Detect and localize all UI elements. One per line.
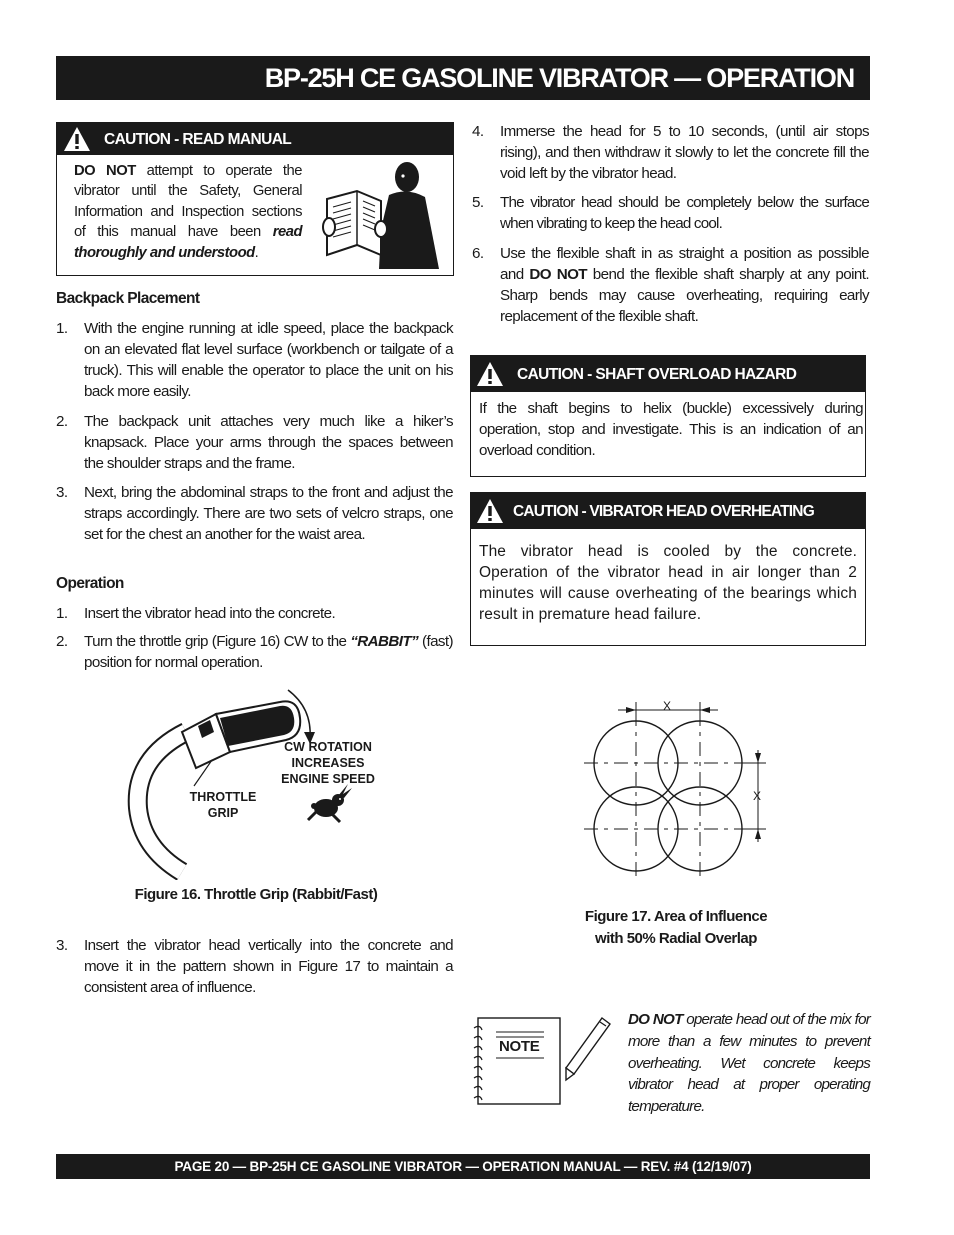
caution-read-manual-box — [56, 122, 454, 276]
throttle-grip-label: THROTTLE GRIP — [189, 790, 257, 820]
caution-shaft-text: If the shaft begins to helix (buckle) excessively during operation, stop and investigate. This is an indication of an overload condition. — [479, 400, 863, 459]
reading-person-icon — [319, 159, 447, 271]
figure-16-caption: Figure 16. Throttle Grip (Rabbit/Fast) — [134, 886, 378, 903]
caution-head-text: The vibrator head is cooled by the concrete. Operation of the vibrator head in air longer than 2 minutes will cause overheating of the bearings which result in premature head failure. — [479, 543, 857, 623]
warning-icon — [476, 361, 504, 387]
operation-item-3: 3. Insert the vibrator head vertically into the concrete and move it in the pattern shown in Figure 17 to maintain a consistent area of influence. — [56, 937, 453, 996]
backpack-heading: Backpack Placement — [56, 290, 200, 307]
operation-item-1: 1. Insert the vibrator head into the concrete. — [56, 605, 336, 622]
caution-read-manual-text — [74, 161, 302, 263]
rabbit-icon — [308, 784, 352, 822]
page-footer: PAGE 20 — BP-25H CE GASOLINE VIBRATOR — OPERATION MANUAL — REV. #4 (12/19/07) — [56, 1154, 870, 1179]
caution-shaft-box — [470, 355, 866, 477]
notepad-icon — [470, 1012, 620, 1108]
operation-item-6: 6. Use the flexible shaft in as straight a position as possible and DO NOT bend the flexible shaft sharply at any point. Sharp bends may cause overheating, requiring early replacement of the flexible shaft. — [472, 245, 869, 325]
operation-item-2: 2. Turn the throttle grip (Figure 16) CW to the “RABBIT” (fast) position for normal operation. — [56, 633, 453, 671]
note-text: DO NOT operate head out of the mix for more than a few minutes to prevent overheating. Wet concrete keeps vibrator head at proper operating temperature. — [628, 1011, 870, 1116]
caution-line-5: thoroughly and understood. — [74, 244, 259, 261]
operation-item-5: 5. The vibrator head should be completely below the surface when vibrating to keep the head cool. — [472, 194, 869, 232]
cw-rotation-label: CW ROTATION INCREASES ENGINE SPEED — [281, 740, 375, 786]
operation-heading: Operation — [56, 575, 124, 592]
backpack-item-3: 3. Next, bring the abdominal straps to the front and adjust the straps accordingly. There are two sets of velcro straps, one set for the chest an another for the waist area. — [56, 484, 453, 543]
note-label: NOTE — [499, 1038, 540, 1055]
caution-shaft-header — [471, 356, 865, 392]
dimension-label-top: X — [663, 699, 672, 713]
caution-line-2: vibrator until the Safety, General — [74, 183, 302, 200]
backpack-item-2: 2. The backpack unit attaches very much like a hiker’s knapsack. Place your arms through the spaces between the shoulder straps and the frame. — [56, 413, 453, 472]
caution-line-3: Information and Inspection sections — [74, 203, 302, 220]
caution-head-header — [471, 493, 865, 529]
caution-shaft-title: CAUTION - SHAFT OVERLOAD HAZARD — [517, 366, 797, 383]
caution-line-4: of this manual have been read — [74, 224, 302, 241]
caution-read-manual-header — [57, 123, 453, 155]
backpack-item-1: 1. With the engine running at idle speed, place the backpack on an elevated flat level surface (workbench or tailgate of a truck). This will enable the operator to place the unit on his back more easily. — [56, 320, 453, 400]
operation-item-4: 4. Immerse the head for 5 to 10 seconds, (until air stops rising), and then withdraw it slowly to let the concrete fill the void left by the vibrator head. — [472, 123, 869, 182]
pencil-icon — [566, 1018, 610, 1080]
dimension-label-right: X — [753, 789, 762, 803]
page-title: BP-25H CE GASOLINE VIBRATOR — OPERATION — [264, 63, 854, 93]
caution-head-title: CAUTION - VIBRATOR HEAD OVERHEATING — [513, 503, 814, 520]
caution-line-1: DO NOT attempt to operate the — [74, 163, 303, 179]
caution-read-manual-title: CAUTION - READ MANUAL — [104, 131, 292, 148]
area-of-influence-figure — [578, 698, 778, 884]
warning-icon — [63, 126, 91, 152]
figure-17-caption: Figure 17. Area of Influence with 50% Radial Overlap — [584, 908, 768, 947]
caution-head-box — [470, 492, 866, 646]
influence-circle-bottom-right — [658, 787, 742, 871]
warning-icon — [476, 498, 504, 524]
title-bar — [56, 56, 870, 100]
